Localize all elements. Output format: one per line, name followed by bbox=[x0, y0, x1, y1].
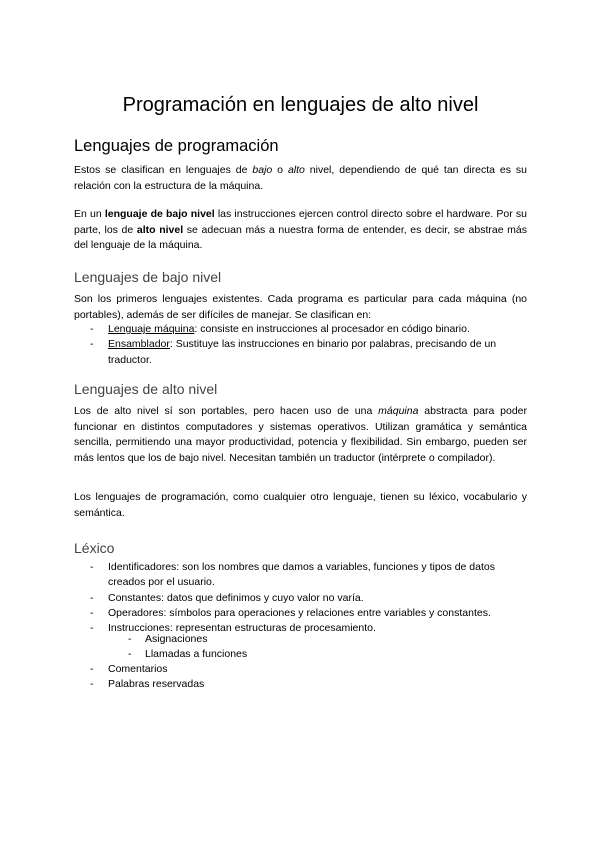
dash-marker: - bbox=[90, 622, 94, 635]
paragraph-bajo-alto-nivel: En un lenguaje de bajo nivel las instrucciones ejercen control directo sobre el hardware. Por su parte, los de alto nivel se adecuan más a nuestra forma de entender, es decir, se abstrae más del lenguaje de la máquina. bbox=[74, 208, 528, 252]
paragraph-clasificacion: Estos se clasifican en lenguajes de bajo o alto nivel, dependiendo de qué tan directa es su relación con la estructura de la máquina. bbox=[74, 164, 527, 192]
dash-marker: - bbox=[90, 663, 94, 675]
dash-marker: - bbox=[90, 561, 94, 573]
dash-marker: - bbox=[90, 323, 94, 335]
list-item: - Constantes: datos que definimos y cuyo valor no varía. bbox=[74, 591, 514, 606]
list-item: - Lenguaje máquina: consiste en instrucciones al procesador en código binario. bbox=[74, 322, 527, 337]
lexico-list bbox=[74, 560, 514, 636]
heading-lenguajes-bajo-nivel: Lenguajes de bajo nivel bbox=[74, 269, 222, 285]
bajo-nivel-list bbox=[74, 322, 527, 368]
list-item: - Palabras reservadas bbox=[74, 677, 514, 692]
list-item: - Ensamblador: Sustituye las instrucciones en binario por palabras, precisando de un traductor. bbox=[90, 338, 497, 366]
list-item: - Operadores: símbolos para operaciones y relaciones entre variables y constantes. bbox=[74, 606, 514, 621]
dash-marker: - bbox=[90, 678, 94, 691]
document-title: Programación en lenguajes de alto nivel bbox=[122, 94, 479, 116]
dash-marker: - bbox=[90, 338, 94, 351]
dash-marker: - bbox=[90, 591, 94, 604]
dash-marker: - bbox=[128, 633, 132, 645]
list-item: - Asignaciones bbox=[74, 632, 514, 647]
paragraph-lexico-intro: Los lenguajes de programación, como cualquier otro lenguaje, tienen su léxico, vocabulario y semántica. bbox=[74, 491, 527, 519]
paragraph-bajo-nivel: Son los primeros lenguajes existentes. Cada programa es particular para cada máquina (no portables), además de ser difíciles de manejar. Se clasifican en: bbox=[74, 293, 527, 321]
dash-marker: - bbox=[90, 606, 94, 619]
list-item: - Comentarios bbox=[74, 662, 514, 677]
heading-lenguajes-alto-nivel: Lenguajes de alto nivel bbox=[74, 381, 218, 397]
lexico-list-continued bbox=[74, 662, 514, 693]
heading-lenguajes-programacion: Lenguajes de programación bbox=[74, 137, 279, 155]
list-item: - Llamadas a funciones bbox=[74, 647, 514, 662]
heading-lexico: Léxico bbox=[74, 540, 115, 556]
list-item: - Identificadores: son los nombres que damos a variables, funciones y tipos de datos creados por el usuario. bbox=[90, 561, 495, 589]
lexico-sublist bbox=[74, 632, 514, 663]
paragraph-alto-nivel: Los de alto nivel sí son portables, pero hacen uso de una máquina abstracta para poder funcionar en distintos computadores y sistemas operativos. Utilizan gramática y semántica sencilla, permitiendo una mayor productividad, potencia y flexibilidad. Sin embargo, pueden ser más lentos que los de bajo nivel. Necesitan también un traductor (intérprete o compilador). bbox=[74, 405, 527, 464]
dash-marker: - bbox=[128, 648, 132, 661]
list-item: - Instrucciones: representan estructuras de procesamiento. bbox=[74, 621, 514, 636]
